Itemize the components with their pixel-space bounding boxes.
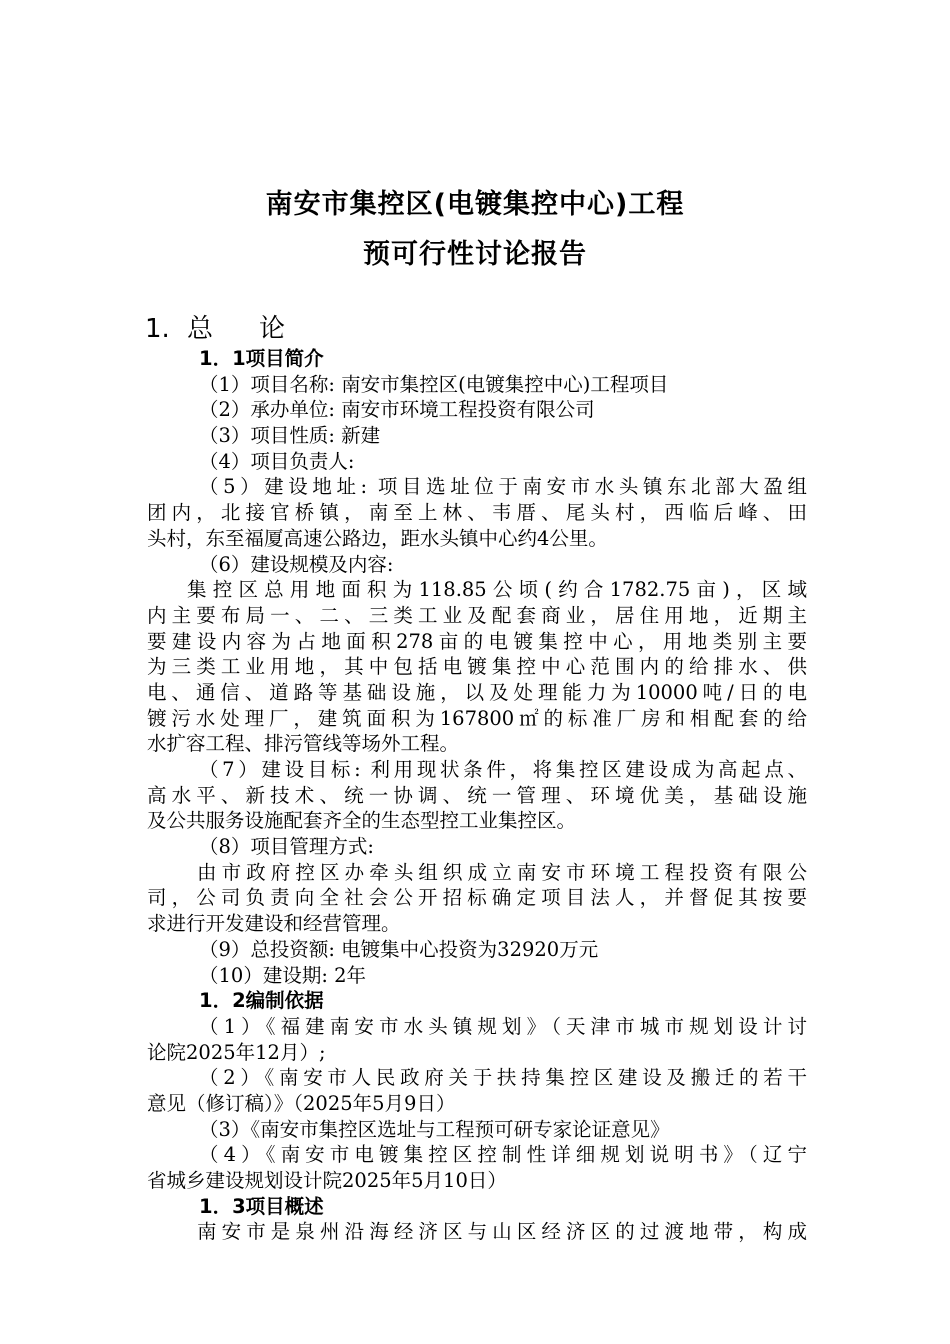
paragraph-line: （3）《南安市集控区选址与工程预可研专家论证意见》 [199, 1117, 670, 1141]
chapter-heading [145, 308, 285, 345]
section-heading: 1．1项目简介 [199, 347, 324, 370]
paragraph-line: 头村，东至福厦高速公路边，距水头镇中心约4公里。 [147, 526, 608, 550]
section-heading: 1．3项目概述 [199, 1194, 324, 1218]
paragraph-line: 高水平、新技术、统一协调、统一管理、环境优美，基础设施 [147, 783, 807, 807]
paragraph-line: 意见（修订稿）》（2025年5月9日） [147, 1091, 456, 1115]
paragraph-line: （4）项目负责人: [199, 449, 355, 473]
section-heading: 1．2编制依据 [199, 989, 324, 1013]
paragraph-line: （8）项目管理方式: [199, 835, 374, 859]
paragraph-line: 司，公司负责向全社会公开招标确定项目法人，并督促其按要 [147, 886, 807, 910]
paragraph-line: （7）建设目标: 利用现状条件，将集控区建设成为高起点、 [199, 758, 807, 781]
paragraph-line: 集控区总用地面积为118.85公顷(约合1782.75亩)，区域 [187, 578, 807, 602]
paragraph-line: （6）建设规模及内容: [199, 552, 394, 576]
paragraph-line: 省城乡建设规划设计院2025年5月10日） [147, 1169, 507, 1192]
paragraph-line: 要建设内容为占地面积278亩的电镀集控中心，用地类别主要 [147, 629, 807, 653]
paragraph-line: （4）《南安市电镀集控区控制性详细规划说明书》（辽宁 [199, 1143, 807, 1167]
document-body [147, 346, 807, 1245]
document-title: 南安市集控区(电镀集控中心)工程 [265, 189, 685, 220]
paragraph-line: 求进行开发建设和经营管理。 [147, 912, 401, 936]
paragraph-line: 南安市是泉州沿海经济区与山区经济区的过渡地带，构成 [197, 1220, 807, 1244]
paragraph-line: 由市政府控区办牵头组织成立南安市环境工程投资有限公 [197, 860, 807, 884]
paragraph-line: 团内，北接官桥镇，南至上林、韦厝、尾头村，西临后峰、田 [147, 501, 807, 525]
paragraph-line: （5）建设地址: 项目选址位于南安市水头镇东北部大盈组 [199, 475, 807, 499]
chapter-word-1: 总 [187, 314, 214, 344]
paragraph-line: 论院2025年12月）; [147, 1040, 326, 1064]
paragraph-line: （10）建设期: 2年 [199, 963, 366, 987]
paragraph-line: 电、通信、道路等基础设施，以及处理能力为10000吨/日的电 [147, 680, 807, 704]
paragraph-line: 及公共服务设施配套齐全的生态型控工业集控区。 [147, 809, 577, 833]
paragraph-line: 镀污水处理厂，建筑面积为167800㎡的标准厂房和相配套的给 [147, 706, 807, 730]
chapter-number: 1. [145, 314, 170, 344]
paragraph-line: 内主要布局一、二、三类工业及配套商业，居住用地，近期主 [147, 603, 807, 627]
paragraph-line: 水扩容工程、排污管线等场外工程。 [147, 732, 460, 756]
paragraph-line: （3）项目性质: 新建 [199, 424, 381, 448]
document-subtitle: 预可行性讨论报告 [363, 239, 587, 270]
paragraph-line: （2）承办单位: 南安市环境工程投资有限公司 [199, 398, 595, 422]
chapter-word-2: 论 [259, 314, 286, 344]
paragraph-line: （9）总投资额: 电镀集中心投资为32920万元 [199, 937, 599, 961]
paragraph-line: （1）《福建南安市水头镇规划》（天津市城市规划设计讨 [199, 1014, 807, 1038]
paragraph-line: （2）《南安市人民政府关于扶持集控区建设及搬迁的若干 [199, 1066, 807, 1090]
paragraph-line: （1）项目名称: 南安市集控区(电镀集控中心)工程项目 [199, 372, 669, 396]
paragraph-line: 为三类工业用地，其中包括电镀集控中心范围内的给排水、供 [147, 655, 807, 679]
